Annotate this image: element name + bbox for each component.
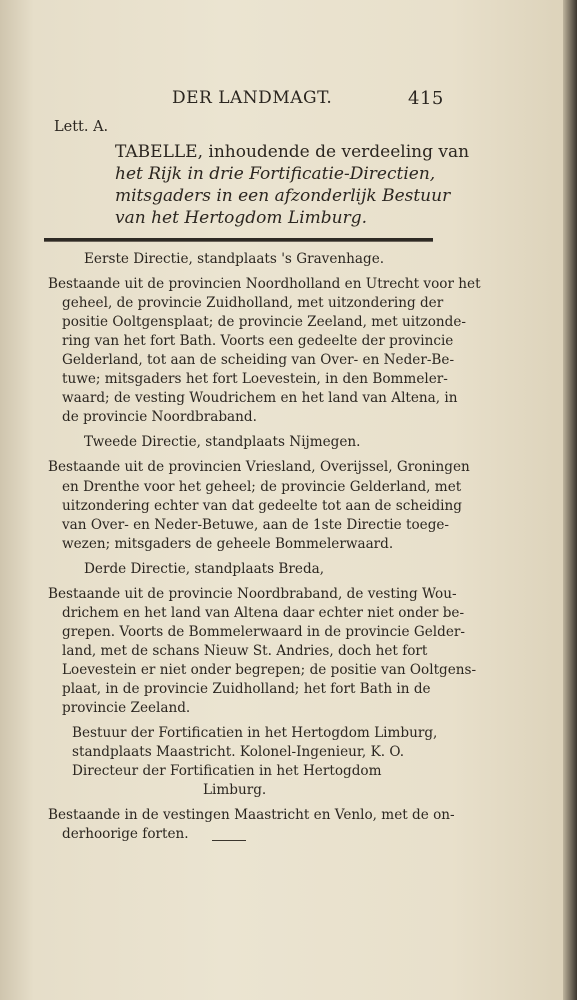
running-title: DER LANDMAGT.	[172, 88, 333, 108]
text-line: grepen. Voorts de Bommelerwaard in de provincie Gelder-	[62, 623, 465, 640]
text-line: geheel, de provincie Zuidholland, met uitzondering der	[62, 295, 444, 312]
section-heading: Derde Directie, standplaats Breda,	[84, 560, 325, 577]
title-rule	[44, 238, 433, 242]
title-line: mitsgaders in een afzonderlijk Bestuur	[115, 186, 451, 206]
letter-label: Lett. A.	[54, 119, 109, 135]
page-edge	[563, 0, 577, 1000]
title-line: het Rijk in drie Fortificatie-Directien,	[115, 164, 436, 184]
text-line: de provincie Noordbraband.	[62, 409, 257, 426]
text-line: positie Ooltgensplaat; de provincie Zeeland, met uitzonde-	[62, 314, 466, 331]
title-line: van het Hertogdom Limburg.	[115, 208, 368, 228]
text-line: Loevestein er niet onder begrepen; de positie van Ooltgens-	[62, 661, 477, 678]
text-line: van Over- en Neder-Betuwe, aan de 1ste Directie toege-	[62, 516, 450, 533]
text-line: plaat, in de provincie Zuidholland; het fort Bath in de	[62, 680, 431, 697]
text-line: Bestaande uit de provincien Vriesland, Overijssel, Groningen	[48, 459, 470, 476]
text-line: Bestaande uit de provincien Noordholland en Utrecht voor het	[48, 276, 481, 293]
section-heading: standplaats Maastricht. Kolonel-Ingenieur, K. O.	[72, 744, 405, 761]
text-line: uitzondering echter van dat gedeelte tot aan de scheiding	[62, 497, 462, 514]
section-heading: Bestuur der Fortificatien in het Hertogdom Limburg,	[72, 725, 438, 742]
title-line: TABELLE, inhoudende de verdeeling van	[115, 142, 470, 162]
text-line: ring van het fort Bath. Voorts een gedeelte der provincie	[62, 333, 454, 350]
text-line: Gelderland, tot aan de scheiding van Over- en Neder-Be-	[62, 352, 455, 369]
text-line: Bestaande uit de provincie Noordbraband, de vesting Wou-	[48, 585, 457, 602]
text-line: drichem en het land van Altena daar echter niet onder be-	[62, 604, 465, 621]
text-line: land, met de schans Nieuw St. Andries, doch het fort	[62, 642, 428, 659]
text-line: en Drenthe voor het geheel; de provincie Gelderland, met	[62, 478, 462, 495]
text-line: wezen; mitsgaders de geheele Bommelerwaard.	[62, 535, 394, 552]
section-heading: Eerste Directie, standplaats 's Gravenhage.	[84, 251, 385, 267]
page-header	[0, 88, 563, 112]
section-heading: Directeur der Fortificatien in het Hertogdom	[72, 763, 382, 780]
text-line: waard; de vesting Woudrichem en het land van Altena, in	[62, 390, 458, 407]
section-heading: Tweede Directie, standplaats Nijmegen.	[84, 434, 361, 451]
closing-rule	[212, 840, 246, 841]
section-heading: Limburg.	[203, 782, 267, 799]
table-title	[115, 141, 470, 229]
page-number: 415	[408, 88, 444, 109]
text-line: provincie Zeeland.	[62, 700, 191, 717]
page-body	[48, 250, 481, 844]
text-line: derhoorige forten.	[62, 826, 189, 843]
text-line: Bestaande in de vestingen Maastricht en Venlo, met de on-	[48, 807, 455, 824]
text-line: tuwe; mitsgaders het fort Loevestein, in den Bommeler-	[62, 371, 448, 388]
